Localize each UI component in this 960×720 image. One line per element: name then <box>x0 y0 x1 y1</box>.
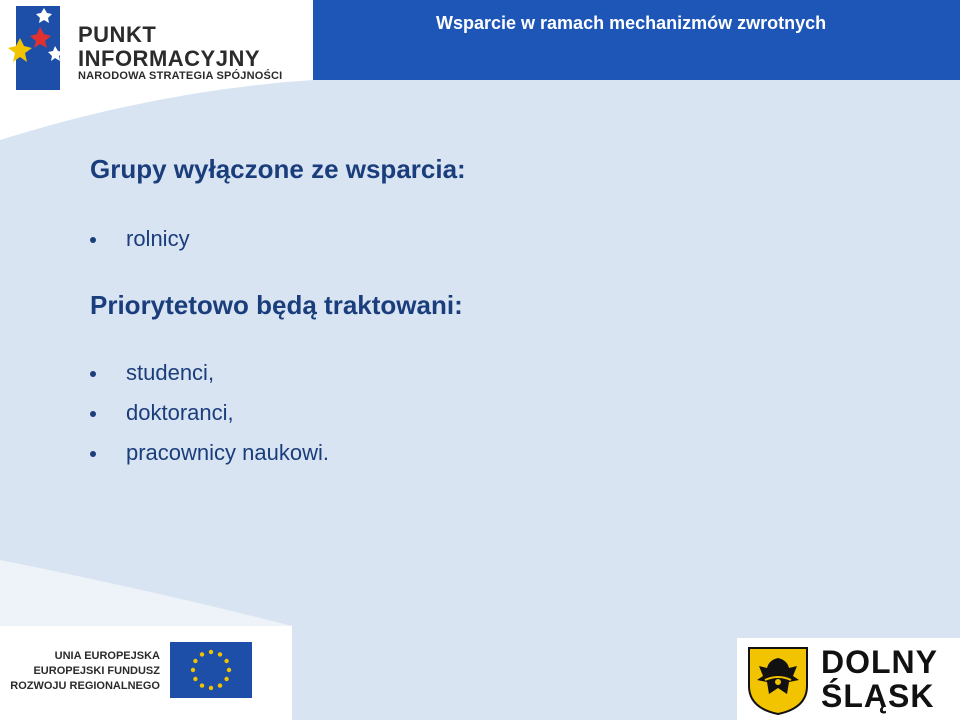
section-heading-excluded: Grupy wyłączone ze wsparcia: <box>90 154 466 184</box>
list-item-text: pracownicy naukowi. <box>126 440 329 465</box>
bullet-icon <box>90 411 96 417</box>
bullet-icon <box>90 237 96 243</box>
list-item-text: doktoranci, <box>126 400 234 425</box>
eu-logo-line-1: UNIA EUROPEJSKA <box>54 650 160 662</box>
logo-line-3: NARODOWA STRATEGIA SPÓJNOŚCI <box>78 70 283 82</box>
eu-logo <box>0 626 292 720</box>
header-title: Wsparcie w ramach mechanizmów zwrotnych <box>436 13 827 33</box>
eu-logo-line-3: ROZWOJU REGIONALNEGO <box>10 680 160 692</box>
bullet-icon <box>90 451 96 457</box>
bullet-icon <box>90 371 96 377</box>
region-line-1: DOLNY <box>821 644 938 680</box>
region-line-2: ŚLĄSK <box>821 678 935 714</box>
list-item-text: studenci, <box>126 360 215 385</box>
coat-of-arms-icon <box>747 646 809 716</box>
list-item-text: rolnicy <box>126 226 190 251</box>
section-heading-priority: Priorytetowo będą traktowani: <box>90 290 463 320</box>
eu-logo-line-2: EUROPEJSKI FUNDUSZ <box>33 665 160 677</box>
logo-line-1: PUNKT <box>78 22 157 47</box>
logo-line-2: INFORMACYJNY <box>78 46 261 71</box>
stars-logo-icon <box>4 6 74 90</box>
header-bar <box>313 0 960 80</box>
eu-flag-icon <box>170 642 252 698</box>
dolny-slask-logo <box>737 638 960 720</box>
punkt-informacyjny-logo <box>0 0 300 96</box>
